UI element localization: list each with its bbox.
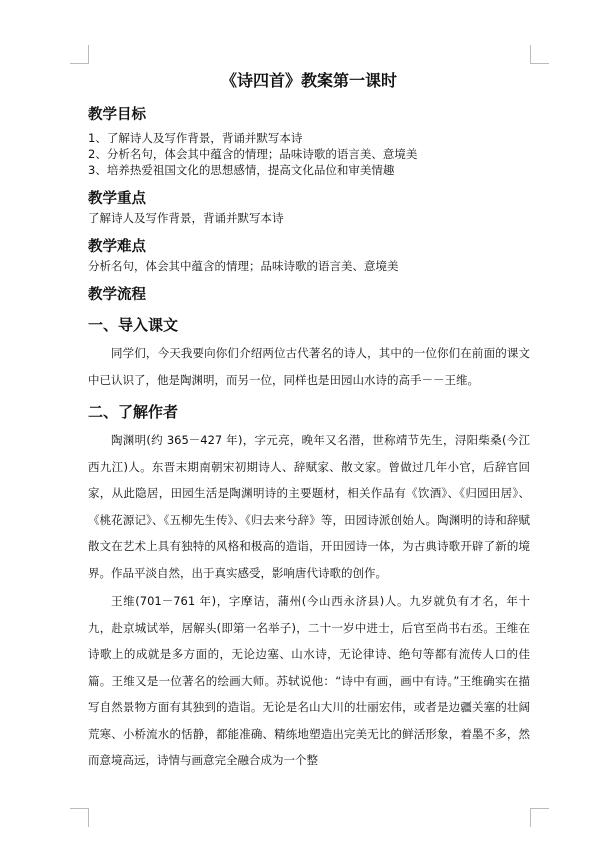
- section-intro-paragraph: 同学们，今天我要向你们介绍两位古代著名的诗人，其中的一位你们在前面的课文中已认识了，他是陶渊明，而另一位，同样也是田园山水诗的高手－－王维。: [88, 346, 530, 387]
- crop-mark-bottom-left: [70, 808, 89, 827]
- section-author-heading: 二、了解作者: [88, 403, 179, 421]
- crop-mark-top-left: [70, 45, 89, 64]
- objective-item: 1、了解诗人及写作背景，背诵并默写本诗: [88, 131, 303, 145]
- key-points-text: 了解诗人及写作背景，背诵并默写本诗: [88, 211, 284, 225]
- document-page: [88, 70, 530, 774]
- crop-mark-bottom-right: [530, 808, 549, 827]
- author-tao-paragraph: 陶渊明(约 365－427 年)，字元亮，晚年又名潜，世称靖节先生，浔阳柴桑(今江西九江)人。东晋末期南朝宋初期诗人、辞赋家、散文家。曾做过几年小官，后辞官回家，从此隐居，田园生活是陶渊明诗的主要题材，相关作品有《饮酒》、《归园田居》、《桃花源记》、《五柳先生传》、《归去来兮辞》等，田园诗派创始人。陶渊明的诗和辞赋散文在艺术上具有独特的风格和极高的造诣，开田园诗一体，为古典诗歌开辟了新的境界。作品平淡自然，出于真实感受，影响唐代诗歌的创作。: [88, 433, 530, 580]
- section-intro-heading: 一、导入课文: [88, 316, 179, 334]
- process-heading: 教学流程: [88, 287, 146, 303]
- difficulties-text: 分析名句，体会其中蕴含的情理；品味诗歌的语言美、意境美: [88, 259, 399, 273]
- objective-item: 3、培养热爱祖国文化的思想感情，提高文化品位和审美情趣: [88, 163, 395, 177]
- author-wang-paragraph: 王维(701－761 年)，字摩诘，蒲州(今山西永济县)人。九岁就负有才名，年十九，赴京城试举，居解头(即第一名举子)，二十一岁中进士，后官至尚书右丞。王维在诗歌上的成就是多方面的，无论边塞、山水诗，无论律诗、绝句等都有流传人口的佳篇。王维又是一位著名的绘画大师。苏轼说他：“诗中有画，画中有诗。”王维确实在描写自然景物方面有其独到的造诣。无论是名山大川的壮丽宏伟，或者是边疆关塞的壮阔荒寒、小桥流水的恬静，都能准确、精练地塑造出完美无比的鲜活形象，着墨不多，然而意境高远，诗情与画意完全融合成为一个整: [88, 594, 530, 767]
- document-title: 《诗四首》教案第一课时: [220, 71, 397, 90]
- objectives-heading: 教学目标: [88, 107, 146, 123]
- objective-item: 2、分析名句，体会其中蕴含的情理；品味诗歌的语言美、意境美: [88, 147, 418, 161]
- difficulties-heading: 教学难点: [88, 239, 146, 255]
- key-points-heading: 教学重点: [88, 191, 146, 207]
- crop-mark-top-right: [530, 45, 549, 64]
